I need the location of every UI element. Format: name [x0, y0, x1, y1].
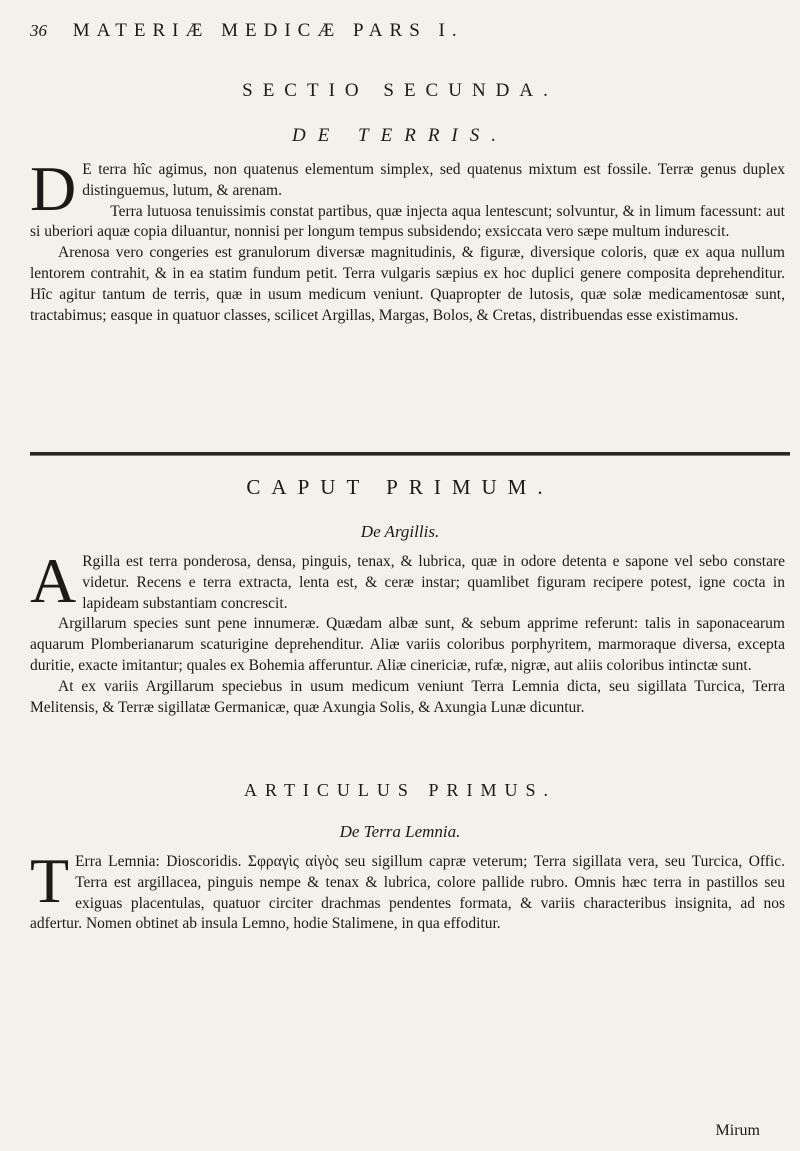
drop-cap: A	[30, 545, 77, 616]
drop-cap: T	[30, 845, 70, 916]
chapter-text	[30, 545, 785, 718]
section-title: SECTIO SECUNDA.	[242, 80, 558, 101]
intro-text	[30, 153, 785, 326]
article-text	[30, 845, 785, 935]
article-paragraph-1: T Erra Lemnia: Dioscoridis. Σφραγὶς αἰγὸς seu sigillum capræ veterum; Terra sigillata vera, seu Turcica, Offic. Terra est argillacea, pinguis nempe & tenax & lubrica, colore pallide rubro. Omnis hæc terra in pastillos seu exiguas placentulas, quatuor circiter drachmas pendentes formata, & variis characteribus insignita, ad nos adfertur. Nomen obtinet ab insula Lemno, hodie Stalimene, in qua effoditur.	[30, 845, 785, 933]
section-divider	[30, 452, 790, 456]
catchword: Mirum	[715, 1122, 760, 1139]
article-title: ARTICULUS PRIMUS.	[244, 780, 556, 800]
intro-paragraph-3: Arenosa vero congeries est granulorum diversæ magnitudinis, & figuræ, diversique coloris, quæ ex aqua nullum lentorem contrahit, & in ea statim fundum petit. Terra vulgaris sæpius ex hoc duplici genere composita deprehenditur. Hîc agitur tantum de terris, quæ in usum medicum veniunt. Quapropter de lutosis, quæ solæ medicamentosæ sunt, tractabimus; easque in quatuor classes, scilicet Argillas, Margas, Bolos, & Cretas, distribuendas esse existimamus.	[30, 244, 785, 324]
running-header	[30, 20, 790, 42]
chapter-title: CAPUT PRIMUM.	[246, 475, 554, 499]
intro-paragraph-2: Terra lutuosa tenuissimis constat partibus, quæ injecta aqua lentescunt; solvuntur, & in limum facessunt: aut si uberiori aquæ copia diluantur, nonnisi per longum tempus subsidendo; exsiccata vero sæpe multum indurescit.	[30, 202, 785, 241]
page-number: 36	[30, 21, 47, 40]
section-subtitle: DE TERRIS.	[291, 125, 509, 146]
chapter-paragraph-3: At ex variis Argillarum speciebus in usum medicum veniunt Terra Lemnia dicta, seu sigillata Turcica, Terra Melitensis, & Terræ sigillatæ Germanicæ, quæ Axungia Solis, & Axungia Lunæ dicuntur.	[30, 677, 785, 716]
running-title: MATERIÆ MEDICÆ PARS I.	[72, 20, 464, 41]
chapter-paragraph-1: A Rgilla est terra ponderosa, densa, pinguis, tenax, & lubrica, quæ in odore detenta e sapone vel sebo constare videtur. Recens e terra extracta, lenta est, & ceræ instar; quamlibet figuram recipere potest, igne cocta in lapideam substantiam concrescit.	[30, 545, 785, 616]
intro-paragraph-1: D E terra hîc agimus, non quatenus elementum simplex, sed quatenus mixtum est fossile. Terræ genus duplex distinguemus, lutum, & arenam.	[30, 153, 785, 224]
article-subtitle: De Terra Lemnia.	[339, 822, 461, 841]
drop-cap: D	[30, 153, 77, 224]
chapter-subtitle: De Argillis.	[360, 522, 440, 541]
chapter-paragraph-2: Argillarum species sunt pene innumeræ. Quædam albæ sunt, & sebum apprime referunt: talis in saponacearum aquarum Plomberianarum scaturigine deprehenditur. Aliæ variis coloribus porphyritem, marmoraque diversa, excepta duritie, exacte imitantur; quales ex Bohemia afferuntur. Aliæ cinericiæ, rufæ, nigræ, aut aliis coloribus intinctæ sunt.	[30, 615, 785, 674]
